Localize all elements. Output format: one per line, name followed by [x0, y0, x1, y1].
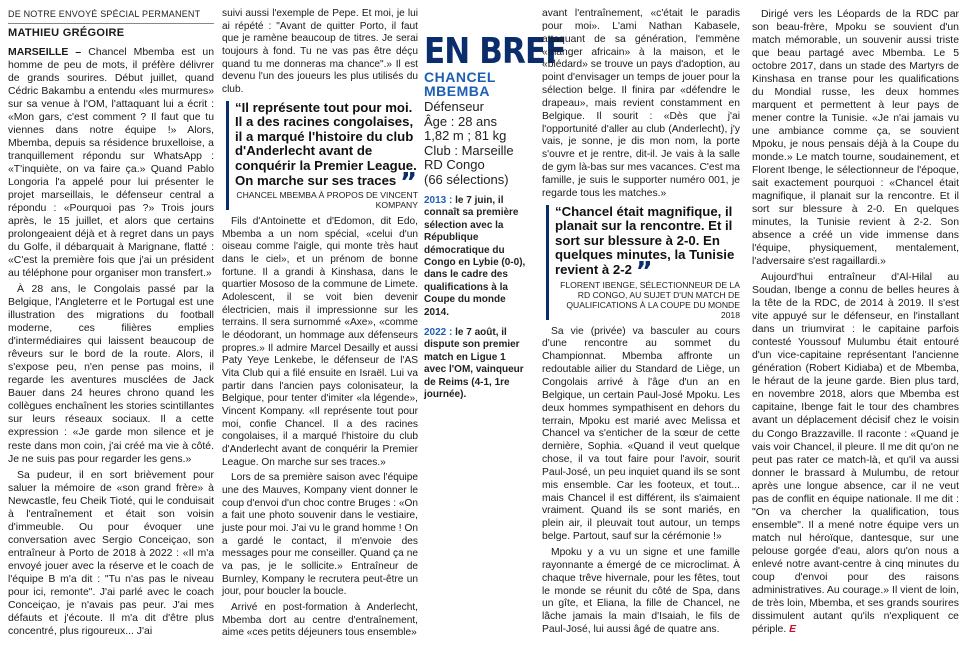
- position: Défenseur: [424, 99, 484, 114]
- dateline: MARSEILLE –: [8, 47, 82, 59]
- pull-quote: [546, 205, 740, 320]
- en-bref-title: EN BREF: [424, 31, 566, 72]
- caps: (66 sélections): [424, 171, 509, 187]
- paragraph: Fils d'Antoinette et d'Edomon, dit Edo, Mbemba a un nom spécial, «celui d'un oiseau comme l'aigle, qui monte très haut dans le ciel», et un prénom de bonne fortune. Il a grandi à Kinshasa, dans le quartier Mososo de la commune de Limete. Adolescent, il se voit bien devenir électricien, mais il impressionne sur les terrains. Il sera surnommé «Axe», «comme le déodorant, un hommage aux défenseurs propres.» Il admire Marcel Desailly et aussi Paty Yeye Lenkebe, le défenseur de l'AS Vita Club qui a filé ensuite en Israël. Lui va partir dans l'ancien pays colonisateur, la Belgique, pour tenter d'imiter «la légende», Vincent Kompany. «Il représente tout pour moi, confie Chancel. Il a des racines congolaises, il a marqué l'histoire du club d'Anderlecht avant de conquérir la Premier League. On marche sur ses traces.»: [222, 216, 418, 468]
- paragraph: Aujourd'hui entraîneur d'Al-Hilal au Soudan, Ibenge a connu de belles heures à la tête de la RDC, de 2014 à 2019. Il s'est vite appuyé sur le défenseur, en l'installant dans un triumvirat : le capitaine parfois contesté Youssouf Mulumbu était entouré d'un vice-capitaine représentant l'ancienne génération (Robert Kidiaba) et de Mbemba, le héraut de la jeune garde. Bien plus tard, en novembre 2018, alors que Mbemba est capitaine, Ibenge fait le tour des chambres avant un déplacement décisif chez le voisin du Congo Brazzaville. Il raconte : «Quand je vais voir Chancel, il pleure. Il me dit qu'on ne peut pas rater ce match-là, et qu'il va aussi donner le brassard à Mulumbu, de retour après une longue absence, car il ne veut pas de conflit en équipe nationale. Il me dit : "On va chercher la qualification, tous ensemble". Il a mené notre équipe vers un match nul héroïque, dantesque, sur une pelouse gorgée d'eau, alors qu'on nous a enlevé notre avant-centre à cinq minutes du coup d'envoi pour des raisons administratives. Au courage.» Il vient de loin, de très loin, Mbemba, et ses grands sourires dissimulent autant qu'ils n'expliquent ce périple. E: [752, 272, 959, 635]
- paragraph: Dirigé vers les Léopards de la RDC par son beau-frère, Mpoku se souvient d'un match mémorable, un souvenir aussi triste que beau partagé avec Mbemba. Le 5 octobre 2017, dans un stade des Martyrs de Kinshasa en transe pour les qualifications du Mondial russe, les deux hommes marquent et permettent à leur pays de mener contre la Tunisie. «Je n'ai jamais vu une ambiance comme ça, se souvient Mpoku, je nous pensais déjà à la Coupe du monde.» Le match tourne, soudainement, et Florent Ibenge, le sélectionneur de l'époque, sait exactement pourquoi : «Chancel était magnifique, il planait sur la rencontre. Et il sort sur blessure à 2-0. En quelques minutes, la Tunisie revient à 2-2. Son absence a créé un vide immense dans l'équipe, physiquement, mentalement, l'adversaire s'est ragaillardi.»: [752, 9, 959, 268]
- kicker: DE NOTRE ENVOYÉ SPÉCIAL PERMANENT: [8, 8, 214, 24]
- age: Âge : 28 ans: [424, 113, 497, 129]
- article-column-1: [8, 8, 214, 641]
- article-column-4: [542, 8, 740, 640]
- quote-mark-icon: ”: [399, 167, 418, 198]
- player-last-name: MBEMBA: [424, 83, 490, 99]
- paragraph: Sa vie (privée) va basculer au cours d'une rencontre au sommet du Championnat. Mbemba affronte un redoutable ailier du Standard de Liège, un Congolais arrivé à l'âge d'un an en Belgique, un certain Paul-José Mpoku. Les deux hommes sympathisent en dehors du terrain, Mpoku est marié avec Melissa et Chancel va s'enticher de la sœur de cette dernière, Sophia. «Quand il veut quelque chose, il va tout faire pour l'avoir, sourit Paul-José, un peu inquiet quand ils se sont mis ensemble. Car les footeux, et tout... mais Chancel il est différent, ils s'aimaient vraiment. Quand ils se sont mariés, en plein air, il pleuvait tout autour, un temps belge. Partout, sauf sur la cérémonie !»: [542, 325, 740, 543]
- paragraph: Lors de sa première saison avec l'équipe une des Mauves, Kompany vient donner le coup d'envoi d'un choc contre Bruges : «On a fait une photo souvenir dans le vestiaire, juste pour moi. J'ai vu le grand homme ! On a gardé le contact, il m'envoie des messages pour me conseiller. Quand ça ne va pas, je le sollicite.» Entraîneur de Burnley, Kompany le recrutera peut-être un jour, pour boucler la boucle.: [222, 472, 418, 598]
- author-byline: MATHIEU GRÉGOIRE: [8, 27, 125, 40]
- size: 1,82 m ; 81 kg: [424, 128, 507, 143]
- player-info: [424, 100, 530, 187]
- bref-item-2022: 2022 : le 7 août, il dispute son premier match en Ligue 1 avec l'OM, vainqueur de Reims (4-1, 1re journée).: [424, 327, 524, 401]
- pull-quote-text: “Chancel était magnifique, il planait sur la rencontre. Et il sort sur blessure à 2-0. En quelques minutes, la Tunisie revient à 2-2 ”: [555, 203, 735, 288]
- nation: RD Congo: [424, 157, 485, 172]
- paragraph: À 28 ans, le Congolais passé par la Belgique, l'Angleterre et le Portugal est une illustration des migrations du football moderne, ces filières emplies d'intermédiaires qui laissent beaucoup de rêveurs sur le bord de la route. Alors, il s'expose peu, n'en pense pas moins, il regarde les aventures musclées de Jack Bauer dans 24 heures chrono quand les collègues enchaînent les stories scintillantes sur leurs réseaux sociaux. Il a cette expression : «Je garde mon silence et je reste dans mon coin, j'ai créé ma vie à côté. Je ne suis pas pour regarder les gens.»: [8, 284, 214, 465]
- paragraph: MARSEILLE – Chancel Mbemba est un homme de peu de mots, il préfère délivrer de grands sourires. Début juillet, quand Cédric Bakambu a entendu «les murmures» sur sa venue à l'OM, l'attaquant lui a écrit : «Mon gars, c'est comment ? Il faut que tu viennes dans notre équipe !» Alors, Mbemba, depuis sa résidence bruxelloise, a tranquillement répondu sur WhatsApp : «T'inquiète, on va faire ça.» Quand Pablo Longoria l'a appelé pour lui présenter le projet marseillais, le défenseur central a répondu : «Pourquoi pas ?» Trois jours après, le 15 juillet, et alors que certains prolongeaient déjà et à regret dans un pays du Golfe, il débarquait à Marignane, flatté : «C'est la première fois que j'ai un président au téléphone pour organiser mon transfert.»: [8, 47, 214, 280]
- article-column-5: [752, 8, 959, 639]
- paragraph: Arrivé en post-formation à Anderlecht, Mbemba dort au centre d'entraînement, aime «ces petits déjeuners tous ensemble»: [222, 601, 418, 639]
- pull-quote: [226, 101, 418, 211]
- player-first-name: CHANCEL: [424, 69, 496, 85]
- paragraph: avant l'entraînement, «c'était le paradis pour moi». L'ami Nathan Kabasele, attaquant de sa génération, l'emmène «manger africain» à la maison, et le «blédard» se trouve un pays d'adoption, au point d'envisager un temps de jouer pour la sélection belge. Il finira par «défendre le drapeau», mais revient constamment en Belgique. Il sourit : «Dès que j'ai l'opportunité d'aller au club (Anderlecht), j'y vais, je sonne, je dis mon nom, la porte s'ouvre et je rentre, dit-il. Je vais à la salle de gym là-bas sur mes vacances. C'est ma famille, je suis le supporter numéro 001, je regarde tous les matches.»: [542, 8, 740, 199]
- paragraph: suivi aussi l'exemple de Pepe. Et moi, je lui ai répété : "Avant de quitter Porto, il faut que je ramène beaucoup de titres. Je serai toujours à fond. Tu ne vas pas être déçu quand tu me donneras ma chance".» Il est devenu l'un des joueurs les plus utilisés du club.: [222, 8, 418, 95]
- pull-quote-source: FLORENT IBENGE, SÉLECTIONNEUR DE LA RD CONGO, AU SUJET D'UN MATCH DE QUALIFICATIONS À LA COUPE DU MONDE 2018: [560, 279, 740, 320]
- club: Club : Marseille: [424, 142, 514, 158]
- bref-item-2013: 2013 : le 7 juin, il connaît sa première sélection avec la République démocratique du Congo en Lybie (0-0), dans le cadre des qualifications à la Coupe du monde 2014.: [424, 195, 526, 318]
- pull-quote-source: CHANCEL MBEMBA À PROPOS DE VINCENT KOMPANY: [236, 190, 418, 211]
- quote-mark-icon: ”: [635, 257, 653, 288]
- article-column-2: [222, 8, 418, 643]
- paragraph: Sa pudeur, il en sort brièvement pour saluer la mémoire de «son grand frère» à Newcastle, feu Cheik Tioté, qui le conduisait à l'entraînement et était son voisin d'immeuble. Ou pour évoquer une conversation avec Sergio Conceiçao, son entraîneur à Porto de 2018 à 2022 : «Il m'a envoyé jouer avec la réserve et le coach de l'équipe B m'a dit : "Tu n'as pas le niveau pour ici, remonte". J'ai parlé avec le coach Conceiçao, je n'avais pas peur. J'ai mes défauts et j'écoute. Il m'a dit d'être plus concentré, plus rigoureux... J'ai: [8, 469, 214, 637]
- paragraph: Mpoku y a vu un signe et une famille rayonnante a émergé de ce microclimat. À chaque trêve hivernale, pour les fêtes, tout le monde se réunit du côté de Spa, dans un gîte, et Eliana, la fille de Chancel, ne lâche jamais la main d'Isaiah, le fils de Paul-José, lui aussi âgé de quatre ans.: [542, 546, 740, 636]
- pull-quote-text: “Il représente tout pour moi. Il a des racines congolaises, il a marqué l'histoire du club d'Anderlecht avant de conquérir la Premier League. On marche sur ses traces ”: [235, 99, 418, 198]
- end-mark-logo: E: [789, 623, 797, 635]
- en-bref-box: [424, 31, 566, 402]
